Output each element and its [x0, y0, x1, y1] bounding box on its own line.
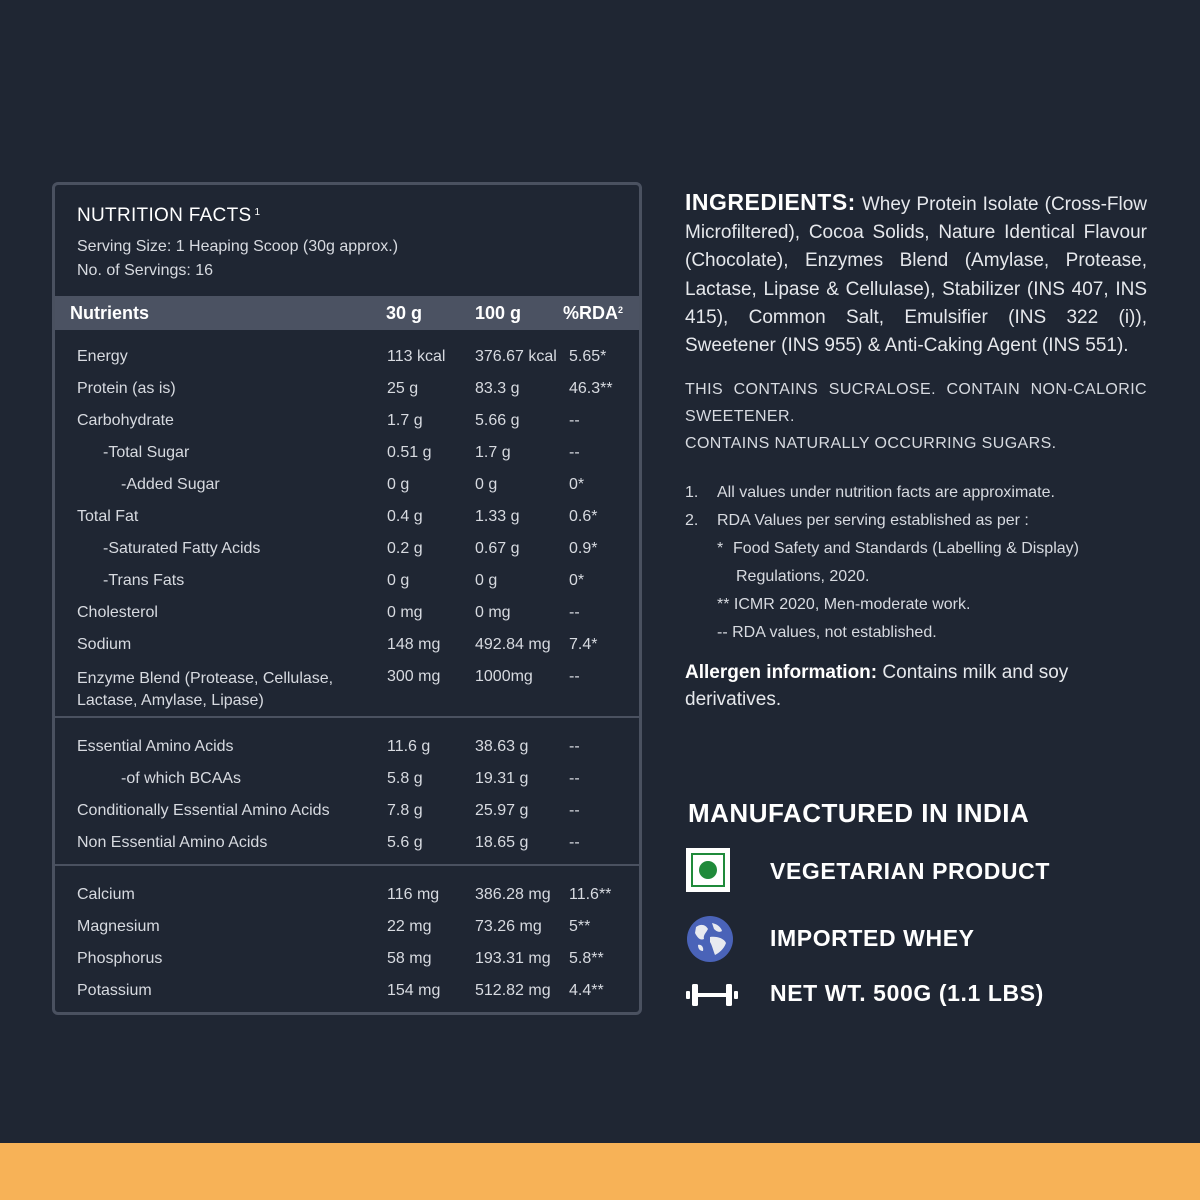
serving-size: Serving Size: 1 Heaping Scoop (30g approx.): [77, 238, 399, 255]
header-nutrients: Nutrients: [70, 302, 150, 323]
table-row: Cholesterol 0 mg 0 mg --: [77, 604, 580, 621]
table-row: Sodium 148 mg 492.84 mg 7.4*: [77, 636, 598, 653]
header-rda: %RDA$^2$: [563, 302, 624, 323]
net-weight-label: NET WT. 500G (1.1 LBS): [770, 980, 1044, 1006]
table-row: Conditionally Essential Amino Acids 7.8 g 25.97 g --: [77, 802, 580, 819]
footnote-2-sub-2: ** ICMR 2020, Men-moderate work.: [717, 596, 971, 614]
nutrition-section-macros: [55, 330, 639, 718]
vegetarian-label: VEGETARIAN PRODUCT: [770, 858, 1050, 884]
ingredients-block: [685, 188, 1147, 360]
globe-icon: [686, 915, 734, 963]
vegetarian-badge: [686, 848, 1050, 892]
footnote-2-sub-1-cont: Regulations, 2020.: [736, 568, 870, 586]
nutrition-header: [55, 185, 639, 296]
header-100g: 100 g: [475, 302, 522, 323]
accent-band: [0, 1143, 1200, 1200]
allergen-text: Contains milk and soy derivatives.: [685, 662, 1069, 711]
allergen-label: Allergen information:: [685, 662, 878, 684]
table-row: -Saturated Fatty Acids 0.2 g 0.67 g 0.9*: [103, 540, 598, 557]
nutrition-table-header: [55, 296, 639, 330]
table-row: Magnesium 22 mg 73.26 mg 5**: [77, 918, 591, 935]
imported-whey-badge: [686, 915, 975, 963]
servings-count: No. of Servings: 16: [77, 262, 214, 279]
table-row: -of which BCAAs 5.8 g 19.31 g --: [121, 770, 580, 787]
nutrition-title: NUTRITION FACTS $^1$: [77, 205, 261, 226]
net-weight-badge: [686, 980, 1044, 1008]
table-row: Carbohydrate 1.7 g 5.66 g --: [77, 412, 580, 429]
footnote-2-sub-1: * Food Safety and Standards (Labelling & Display): [717, 540, 1079, 558]
table-row: Non Essential Amino Acids 5.6 g 18.65 g --: [77, 834, 580, 851]
table-row: Calcium 116 mg 386.28 mg 11.6**: [77, 886, 612, 903]
footnote-2-sub-3: -- RDA values, not established.: [717, 624, 937, 642]
table-row: Essential Amino Acids 11.6 g 38.63 g --: [77, 738, 580, 755]
notice-line-1: THIS CONTAINS SUCRALOSE. CONTAIN NON-CALORIC SWEETENER.: [685, 381, 1147, 426]
table-row: Potassium 154 mg 512.82 mg 4.4**: [77, 982, 604, 999]
footnote-2: 2. RDA Values per serving established as per :: [685, 512, 1029, 530]
nutrition-section-minerals: [55, 866, 639, 1012]
sweetener-notice: [685, 376, 1147, 457]
imported-whey-label: IMPORTED WHEY: [770, 925, 975, 951]
table-row: -Trans Fats 0 g 0 g 0*: [103, 572, 585, 589]
table-row: -Total Sugar 0.51 g 1.7 g --: [103, 444, 580, 461]
table-row: Enzyme Blend (Protease, Cellulase, Lactase, Amylase, Lipase) 300 mg 1000mg --: [77, 668, 580, 709]
table-row: Energy 113 kcal 376.67 kcal 5.65*: [77, 348, 607, 365]
ingredients-text: Whey Protein Isolate (Cross-Flow Microfiltered), Cocoa Solids, Nature Identical Flavour (Chocolate), Enzymes Blend (Amylase, Protease, Lactase, Lipase & Cellulase), Stabilizer (INS 407, INS 415), Common Salt, Emulsifier (INS 322 (i)), Sweetener (INS 955) & Anti-Caking Agent (INS 551).: [685, 194, 1148, 357]
table-row: Protein (as is) 25 g 83.3 g 46.3**: [77, 380, 613, 397]
table-row: Total Fat 0.4 g 1.33 g 0.6*: [77, 508, 598, 525]
nutrition-facts-panel: [52, 182, 642, 1015]
footnotes: [685, 479, 1147, 647]
notice-line-2: CONTAINS NATURALLY OCCURRING SUGARS.: [685, 435, 1057, 453]
table-row: -Added Sugar 0 g 0 g 0*: [121, 476, 585, 493]
info-column: [685, 188, 1147, 713]
ingredients-label: INGREDIENTS:: [685, 189, 856, 215]
footnote-1: 1. All values under nutrition facts are approximate.: [685, 484, 1055, 502]
dumbbell-icon: [686, 982, 738, 1008]
header-30g: 30 g: [386, 302, 423, 323]
nutrition-section-amino-acids: [55, 718, 639, 866]
manufactured-in-india: MANUFACTURED IN INDIA: [688, 798, 1030, 828]
table-row: Phosphorus 58 mg 193.31 mg 5.8**: [77, 950, 604, 967]
veg-mark-icon: [686, 848, 730, 892]
allergen-info: [685, 659, 1147, 713]
